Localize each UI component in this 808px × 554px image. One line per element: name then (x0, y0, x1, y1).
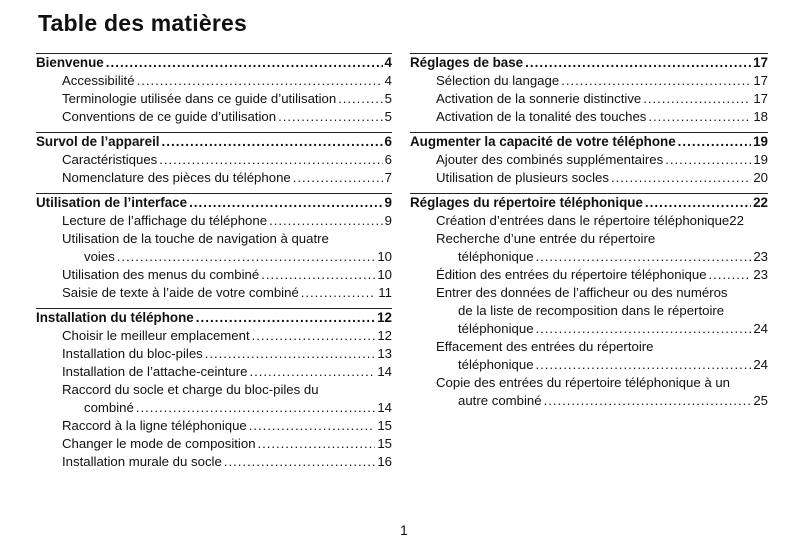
toc-page-number: 23 (753, 267, 768, 282)
toc-entry[interactable] (410, 72, 768, 90)
toc-page-number: 17 (753, 73, 768, 88)
toc-page-number: 6 (384, 152, 392, 167)
page-title: Table des matières (38, 10, 247, 36)
toc-column-left (36, 50, 392, 471)
toc-entry-label: Édition des entrées du répertoire téléphonique (436, 267, 707, 282)
toc-page-number: 19 (753, 134, 768, 149)
toc-page-number: 13 (377, 346, 392, 361)
toc-page-number: 20 (753, 170, 768, 185)
toc-page-number: 25 (753, 393, 768, 408)
toc-entry-label: Raccord du socle et charge du bloc-piles du (62, 382, 319, 397)
toc-entry-first-line[interactable] (36, 381, 392, 399)
toc-page-number: 22 (729, 213, 744, 228)
toc-entry-continuation[interactable] (36, 248, 392, 266)
toc-entry-label: Activation de la sonnerie distinctive (436, 91, 642, 106)
toc-entry-label: Caractéristiques (62, 152, 158, 167)
toc-entry-second-line[interactable] (410, 302, 768, 320)
toc-entry-label: autre combiné (458, 393, 542, 408)
toc-entry[interactable] (410, 151, 768, 169)
toc-entry[interactable] (36, 417, 392, 435)
toc-entry-label: Terminologie utilisée dans ce guide d’utilisation (62, 91, 337, 106)
toc-entry-continuation[interactable] (410, 392, 768, 410)
toc-entry-first-line[interactable] (410, 284, 768, 302)
toc-section-label: Réglages de base (410, 55, 524, 70)
toc-section-label: Installation du téléphone (36, 310, 194, 325)
toc-entry-label: Création d’entrées dans le répertoire téléphonique (436, 213, 730, 228)
toc-page-number: 14 (377, 364, 392, 379)
toc-entry[interactable] (36, 363, 392, 381)
toc-page-number: 15 (377, 436, 392, 451)
toc-page-number: 23 (753, 249, 768, 264)
toc-entry[interactable] (36, 151, 392, 169)
toc-page-number: 6 (384, 134, 392, 149)
toc-page-number: 17 (753, 55, 768, 70)
toc-page-number: 10 (377, 267, 392, 282)
toc-page-number: 15 (377, 418, 392, 433)
toc-entry-label: Activation de la tonalité des touches (436, 109, 647, 124)
toc-entry-label: Utilisation de plusieurs socles (436, 170, 609, 185)
page-number: 1 (400, 522, 408, 538)
toc-page-number: 24 (753, 321, 768, 336)
toc-entry-label: Choisir le meilleur emplacement (62, 328, 250, 343)
toc-page-number: 14 (377, 400, 392, 415)
toc-entry-label: téléphonique (458, 321, 534, 336)
toc-page-number: 19 (753, 152, 768, 167)
toc-section[interactable] (410, 50, 768, 72)
toc-page-number: 9 (384, 213, 392, 228)
toc-entry-label: Entrer des données de l’afficheur ou des numéros (436, 285, 728, 300)
toc-entry[interactable] (410, 212, 768, 230)
toc-entry-label: combiné (84, 400, 134, 415)
toc-entry[interactable] (36, 284, 392, 302)
toc-section-label: Augmenter la capacité de votre téléphone (410, 134, 676, 149)
toc-section[interactable] (410, 129, 768, 151)
toc-entry-label: Accessibilité (62, 73, 135, 88)
toc-section-label: Survol de l’appareil (36, 134, 160, 149)
toc-section[interactable] (36, 129, 392, 151)
toc-entry-label: Copie des entrées du répertoire téléphonique à un (436, 375, 730, 390)
toc-page-number: 12 (377, 328, 392, 343)
toc-section-label: Bienvenue (36, 55, 104, 70)
toc-entry-label: Nomenclature des pièces du téléphone (62, 170, 291, 185)
toc-page-number: 5 (384, 109, 392, 124)
toc-section[interactable] (36, 305, 392, 327)
toc-entry[interactable] (410, 169, 768, 187)
toc-entry-continuation[interactable] (36, 399, 392, 417)
toc-entry-label: Saisie de texte à l’aide de votre combiné (62, 285, 299, 300)
toc-entry[interactable] (36, 327, 392, 345)
toc-entry-label: Recherche d’une entrée du répertoire (436, 231, 656, 246)
toc-column-right (410, 50, 768, 410)
toc-entry-label: téléphonique (458, 249, 534, 264)
toc-entry-label: Raccord à la ligne téléphonique (62, 418, 247, 433)
toc-entry-label: Conventions de ce guide d’utilisation (62, 109, 277, 124)
toc-entry-first-line[interactable] (410, 338, 768, 356)
toc-entry-continuation[interactable] (410, 356, 768, 374)
toc-entry[interactable] (36, 345, 392, 363)
toc-entry-label: Utilisation de la touche de navigation à quatre (62, 231, 329, 246)
toc-page-number: 10 (377, 249, 392, 264)
toc-page-number: 18 (753, 109, 768, 124)
toc-entry[interactable] (36, 108, 392, 126)
toc-entry[interactable] (36, 453, 392, 471)
toc-page-number: 11 (378, 285, 392, 300)
toc-entry[interactable] (410, 90, 768, 108)
toc-entry-label: Installation de l’attache-ceinture (62, 364, 248, 379)
toc-entry[interactable] (410, 108, 768, 126)
toc-entry-first-line[interactable] (410, 230, 768, 248)
toc-entry-label: de la liste de recomposition dans le répertoire (458, 303, 725, 318)
toc-section[interactable] (410, 190, 768, 212)
toc-page-number: 4 (384, 55, 392, 70)
toc-entry-continuation[interactable] (410, 320, 768, 338)
toc-entry-label: Installation du bloc-piles (62, 346, 203, 361)
toc-section-label: Utilisation de l’interface (36, 195, 188, 210)
toc-entry[interactable] (36, 266, 392, 284)
toc-entry[interactable] (36, 72, 392, 90)
toc-section-label: Réglages du répertoire téléphonique (410, 195, 643, 210)
toc-entry[interactable] (410, 266, 768, 284)
toc-entry-label: Sélection du langage (436, 73, 560, 88)
toc-entry-label: voies (84, 249, 115, 264)
toc-section[interactable] (36, 50, 392, 72)
toc-entry-label: Ajouter des combinés supplémentaires (436, 152, 664, 167)
toc-entry-label: Changer le mode de composition (62, 436, 256, 451)
toc-entry[interactable] (36, 212, 392, 230)
toc-page-number: 5 (384, 91, 392, 106)
toc-page-number: 7 (384, 170, 392, 185)
toc-entry[interactable] (36, 169, 392, 187)
toc-entry-first-line[interactable] (410, 374, 768, 392)
toc-page-number: 16 (377, 454, 392, 469)
toc-entry[interactable] (36, 435, 392, 453)
toc-section[interactable] (36, 190, 392, 212)
toc-page-number: 22 (753, 195, 768, 210)
toc-entry-label: Effacement des entrées du répertoire (436, 339, 654, 354)
toc-entry[interactable] (36, 90, 392, 108)
toc-page-number: 24 (753, 357, 768, 372)
toc-page-number: 12 (377, 310, 392, 325)
toc-page-number: 17 (753, 91, 768, 106)
toc-page-number: 9 (384, 195, 392, 210)
toc-entry-label: Installation murale du socle (62, 454, 222, 469)
toc-page-number: 4 (384, 73, 392, 88)
toc-entry-label: téléphonique (458, 357, 534, 372)
toc-entry-label: Utilisation des menus du combiné (62, 267, 260, 282)
toc-entry-first-line[interactable] (36, 230, 392, 248)
toc-entry-continuation[interactable] (410, 248, 768, 266)
toc-entry-label: Lecture de l’affichage du téléphone (62, 213, 268, 228)
